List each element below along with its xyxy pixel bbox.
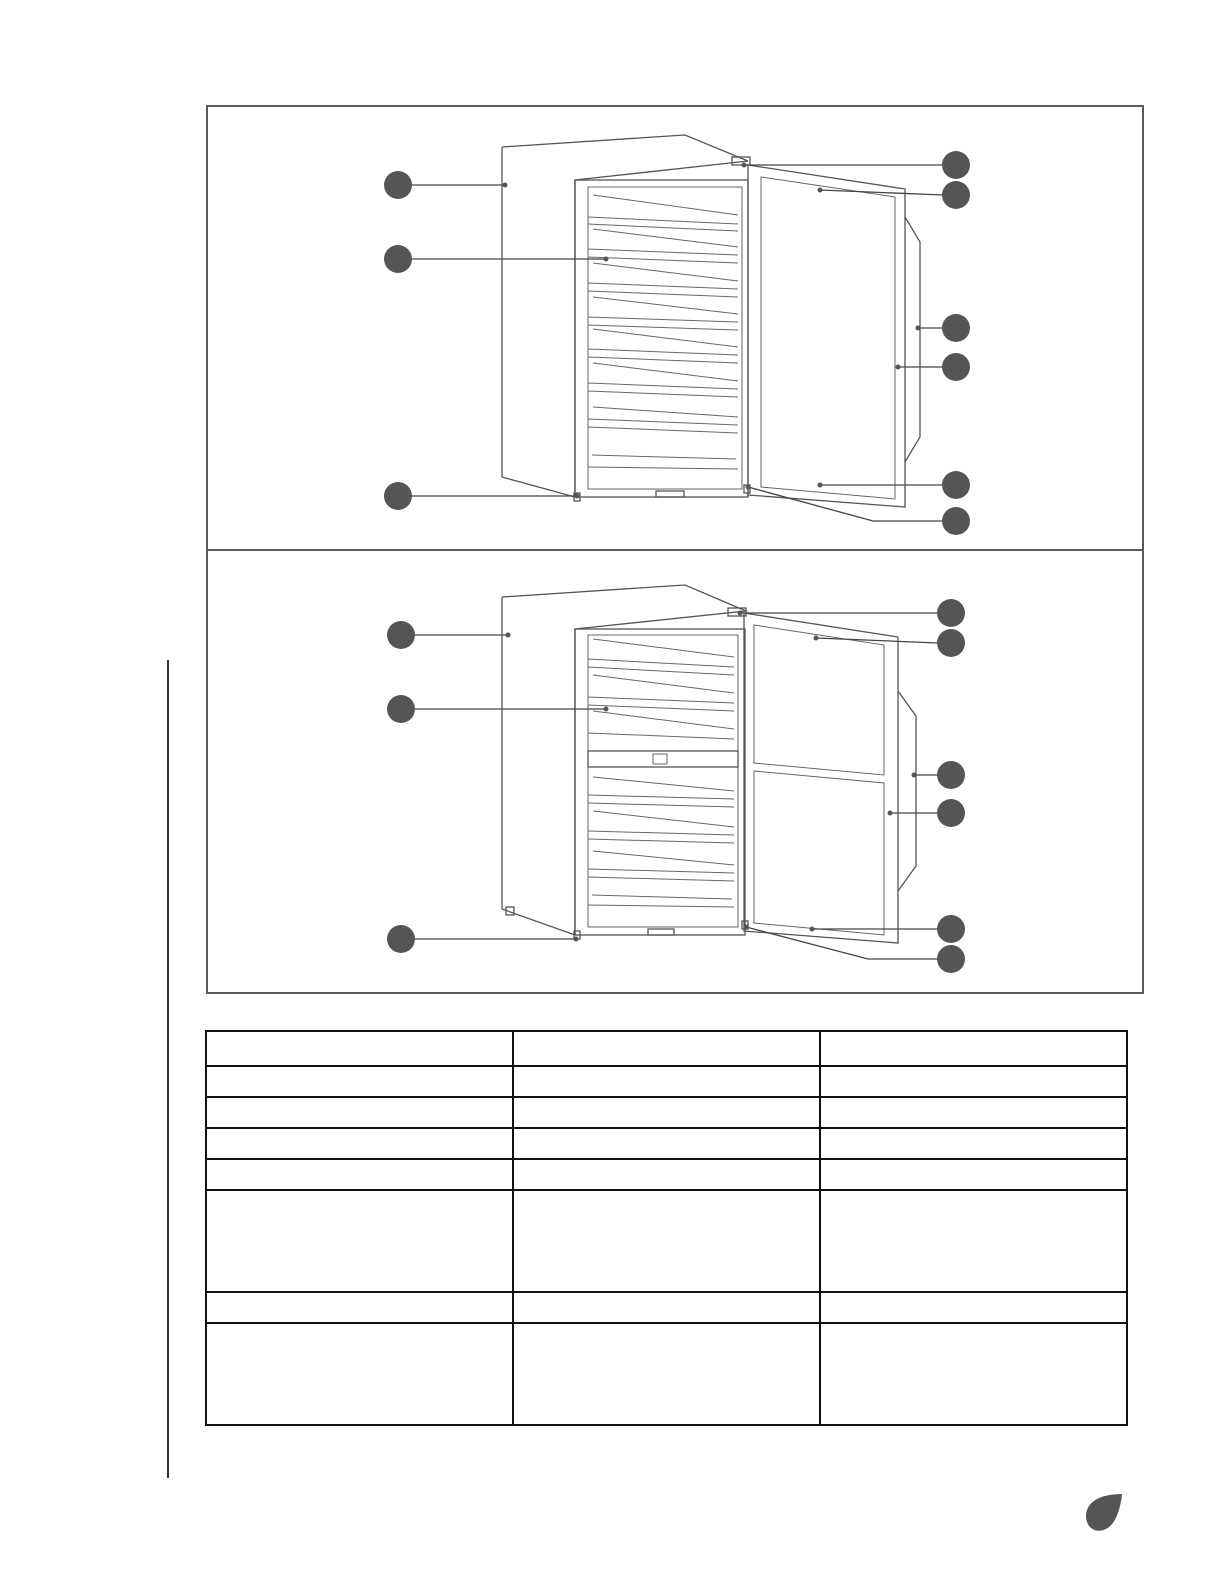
table-cell [513,1159,820,1190]
table-row [206,1097,1127,1128]
table-row [206,1190,1127,1292]
table-cell [206,1323,513,1425]
callout-marker [387,925,415,953]
callout-marker [384,171,412,199]
callout-marker [942,151,970,179]
single-zone-diagram-panel [206,105,1144,551]
table-cell [513,1128,820,1159]
dual-zone-diagram-panel [206,549,1144,994]
callout-marker [937,629,965,657]
table-cell [513,1292,820,1323]
table-row [206,1292,1127,1323]
table-cell [206,1292,513,1323]
table-cell [820,1190,1127,1292]
table-cell [206,1159,513,1190]
table-row [206,1031,1127,1066]
parts-table [205,1030,1128,1426]
table-cell [513,1031,820,1066]
callout-marker [937,915,965,943]
table-cell [513,1066,820,1097]
leaf-icon [1084,1492,1124,1532]
callout-marker [937,799,965,827]
table-row [206,1066,1127,1097]
table-cell [820,1159,1127,1190]
table-cell [513,1190,820,1292]
callout-marker [942,353,970,381]
table-row [206,1128,1127,1159]
table-cell [820,1323,1127,1425]
callout-marker [937,945,965,973]
callout-marker [387,695,415,723]
callout-marker [937,599,965,627]
table-cell [206,1190,513,1292]
table-row [206,1323,1127,1425]
table-cell [820,1031,1127,1066]
callout-marker [942,471,970,499]
table-cell [820,1066,1127,1097]
table-cell [513,1097,820,1128]
table-cell [206,1066,513,1097]
table-cell [206,1031,513,1066]
table-cell [513,1323,820,1425]
single-zone-wine-cooler-drawing [208,107,1142,548]
table-cell [206,1097,513,1128]
table-cell [820,1292,1127,1323]
callout-marker [384,482,412,510]
callout-marker [937,761,965,789]
callout-marker [942,181,970,209]
dual-zone-wine-cooler-drawing [208,551,1142,992]
table-row [206,1159,1127,1190]
table-cell [206,1128,513,1159]
table-cell [820,1097,1127,1128]
callout-marker [384,245,412,273]
callout-marker [942,507,970,535]
callout-marker [387,621,415,649]
table-cell [820,1128,1127,1159]
side-rule [167,660,169,1478]
callout-marker [942,314,970,342]
